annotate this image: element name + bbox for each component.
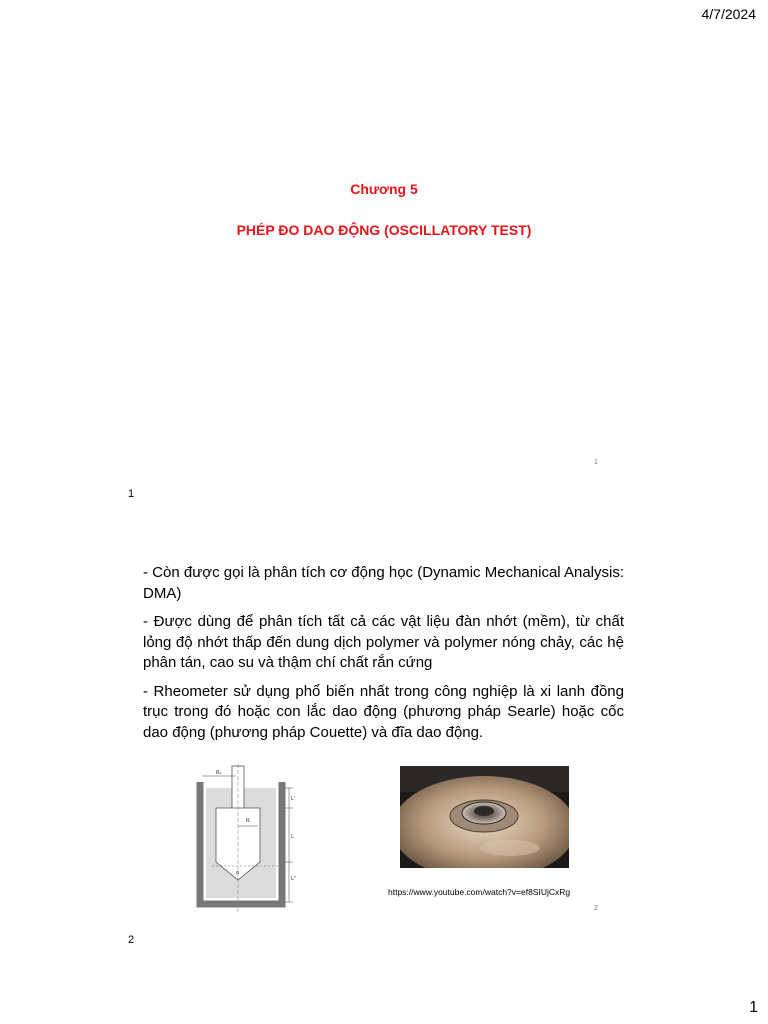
label-alpha: α (236, 870, 240, 876)
label-l: L (291, 834, 294, 840)
label-ri: Rᵢ (246, 818, 251, 824)
coaxial-cylinder-diagram (192, 764, 300, 912)
label-l1: L' (291, 796, 296, 802)
source-link[interactable]: https://www.youtube.com/watch?v=ef8SIUjCxRg (388, 887, 571, 897)
slide-label: 2 (128, 934, 135, 946)
rheometer-photo (400, 766, 569, 868)
bullet-list (143, 563, 624, 751)
bullet-item: - Được dùng để phân tích tất cả các vật liệu đàn nhớt (mềm), từ chất lỏng độ nhớt thấp đến dung dịch polymer và polymer nóng chảy, các hệ phân tán, cao su và thậm chí chất rắn cứng (143, 613, 624, 671)
chapter-title: Chương 5 (350, 181, 418, 197)
slide-label: 1 (128, 488, 135, 500)
bullet-item: - Còn được gọi là phân tích cơ động học (Dynamic Mechanical Analysis: DMA) (143, 564, 624, 602)
label-l2: L'' (291, 876, 297, 882)
slide-number: 1 (594, 459, 598, 466)
date-stamp: 4/7/2024 (701, 6, 756, 22)
bullet-item: - Rheometer sử dụng phổ biến nhất trong công nghiệp là xi lanh đồng trục trong đó hoặc con lắc dao động (phương pháp Searle) hoặc cốc dao động (phương pháp Couette) và đĩa dao động. (143, 682, 624, 741)
slide-number: 2 (594, 905, 598, 912)
chapter-subtitle: PHÉP ĐO DAO ĐỘNG (OSCILLATORY TEST) (236, 222, 532, 238)
label-re: Rₑ (216, 770, 222, 776)
page-number: 1 (749, 999, 758, 1016)
